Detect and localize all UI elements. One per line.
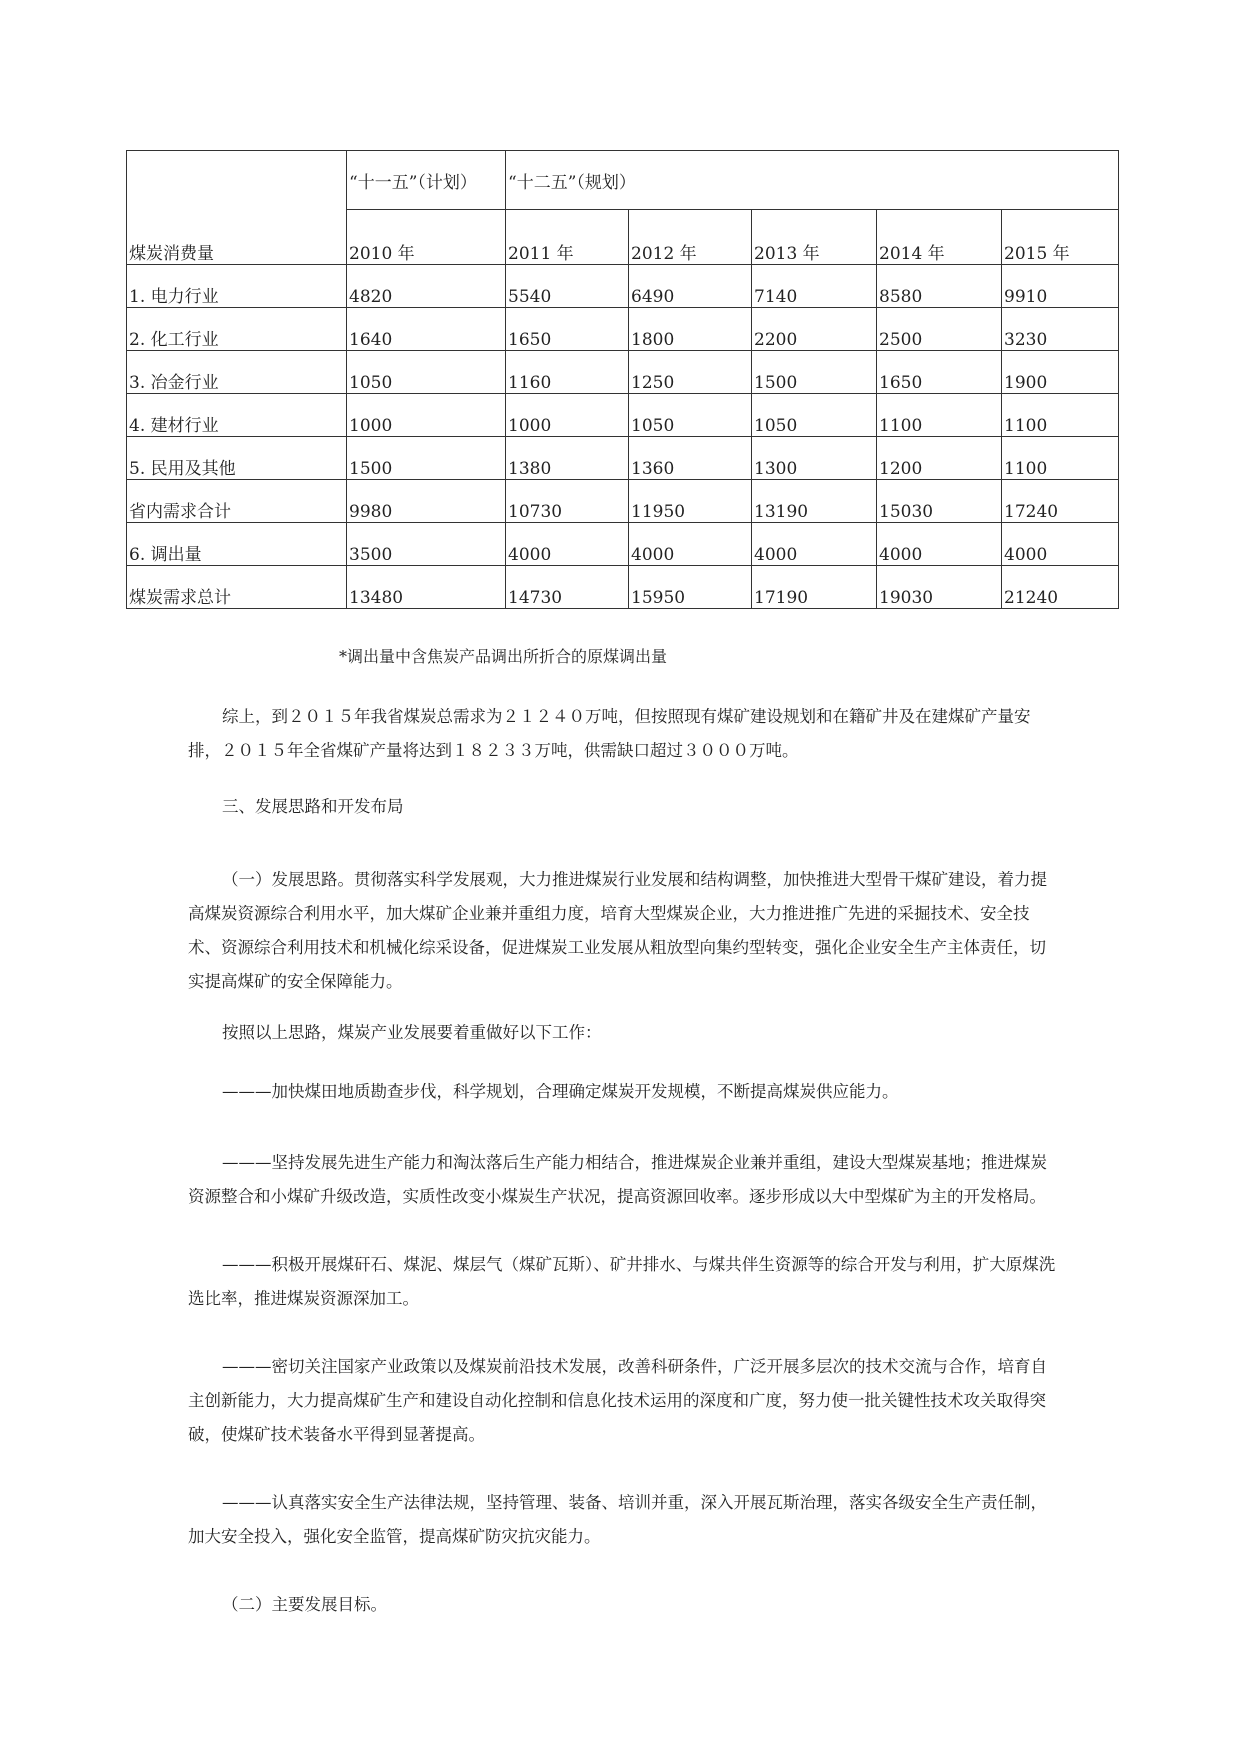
value-cell: 19030	[877, 566, 1002, 609]
year-cell: 2012 年	[629, 210, 752, 265]
table-row	[127, 394, 1119, 437]
value-cell: 1300	[752, 437, 877, 480]
value-cell: 9980	[347, 480, 506, 523]
value-cell: 15030	[877, 480, 1002, 523]
year-cell: 2014 年	[877, 210, 1002, 265]
value-cell: 15950	[629, 566, 752, 609]
task-item-2: ———坚持发展先进生产能力和淘汰落后生产能力相结合，推进煤炭企业兼并重组，建设大型煤炭基地；推进煤炭资源整合和小煤矿升级改造，实质性改变小煤炭生产状况，提高资源回收率。逐步形成以大中型煤矿为主的开发格局。	[188, 1153, 1047, 1206]
table-row	[127, 480, 1119, 523]
value-cell: 1050	[347, 351, 506, 394]
value-cell: 1800	[629, 308, 752, 351]
value-cell: 1050	[629, 394, 752, 437]
value-cell: 1100	[1002, 394, 1119, 437]
row-header-cell: 煤炭消费量	[127, 151, 347, 265]
table-row	[127, 308, 1119, 351]
value-cell: 13190	[752, 480, 877, 523]
row-label: 1. 电力行业	[127, 265, 347, 308]
value-cell: 21240	[1002, 566, 1119, 609]
row-label: 煤炭需求总计	[127, 566, 347, 609]
value-cell: 1250	[629, 351, 752, 394]
year-cell: 2010 年	[347, 210, 506, 265]
value-cell: 1050	[752, 394, 877, 437]
task-item-4: ———密切关注国家产业政策以及煤炭前沿技术发展，改善科研条件，广泛开展多层次的技术交流与合作，培育自主创新能力，大力提高煤矿生产和建设自动化控制和信息化技术运用的深度和广度，努力使一批关键性技术攻关取得突破，使煤矿技术装备水平得到显著提高。	[188, 1357, 1047, 1444]
value-cell: 7140	[752, 265, 877, 308]
table-header-row	[127, 151, 1119, 210]
value-cell: 6490	[629, 265, 752, 308]
value-cell: 2500	[877, 308, 1002, 351]
year-cell: 2015 年	[1002, 210, 1119, 265]
table-note: *调出量中含焦炭产品调出所折合的原煤调出量	[339, 647, 668, 666]
value-cell: 1380	[506, 437, 629, 480]
value-cell: 4000	[1002, 523, 1119, 566]
task-item-3: ———积极开展煤矸石、煤泥、煤层气（煤矿瓦斯）、矿井排水、与煤共伴生资源等的综合开发与利用，扩大原煤洗选比率，推进煤炭资源深加工。	[188, 1255, 1056, 1308]
value-cell: 1100	[877, 394, 1002, 437]
goals-heading: （二）主要发展目标。	[222, 1595, 387, 1614]
value-cell: 10730	[506, 480, 629, 523]
value-cell: 3500	[347, 523, 506, 566]
value-cell: 17190	[752, 566, 877, 609]
value-cell: 1160	[506, 351, 629, 394]
plan-12-header: “十二五”（规划）	[506, 151, 1119, 210]
value-cell: 4000	[506, 523, 629, 566]
plan-11-header: “十一五”（计划）	[347, 151, 506, 210]
value-cell: 9910	[1002, 265, 1119, 308]
row-label: 省内需求合计	[127, 480, 347, 523]
value-cell: 2200	[752, 308, 877, 351]
row-label: 5. 民用及其他	[127, 437, 347, 480]
value-cell: 4820	[347, 265, 506, 308]
summary-paragraph: 综上，到２０１５年我省煤炭总需求为２１２４０万吨，但按照现有煤矿建设规划和在籍矿井及在建煤矿产量安排，２０１５年全省煤矿产量将达到１８２３３万吨，供需缺口超过３０００万吨。	[188, 707, 1031, 760]
value-cell: 4000	[629, 523, 752, 566]
value-cell: 4000	[752, 523, 877, 566]
value-cell: 1000	[506, 394, 629, 437]
value-cell: 5540	[506, 265, 629, 308]
value-cell: 1360	[629, 437, 752, 480]
task-item-5: ———认真落实安全生产法律法规，坚持管理、装备、培训并重，深入开展瓦斯治理，落实各级安全生产责任制，加大安全投入，强化安全监管，提高煤矿防灾抗灾能力。	[188, 1493, 1047, 1546]
year-cell: 2011 年	[506, 210, 629, 265]
table-row	[127, 351, 1119, 394]
row-label: 2. 化工行业	[127, 308, 347, 351]
value-cell: 1500	[347, 437, 506, 480]
value-cell: 11950	[629, 480, 752, 523]
value-cell: 1500	[752, 351, 877, 394]
value-cell: 1640	[347, 308, 506, 351]
table-row	[127, 437, 1119, 480]
value-cell: 1900	[1002, 351, 1119, 394]
value-cell: 4000	[877, 523, 1002, 566]
row-label: 6. 调出量	[127, 523, 347, 566]
table-row	[127, 566, 1119, 609]
value-cell: 13480	[347, 566, 506, 609]
value-cell: 1200	[877, 437, 1002, 480]
value-cell: 1650	[877, 351, 1002, 394]
year-cell: 2013 年	[752, 210, 877, 265]
row-label: 3. 冶金行业	[127, 351, 347, 394]
table-row	[127, 523, 1119, 566]
section-heading: 三、发展思路和开发布局	[222, 797, 404, 816]
development-idea-paragraph: （一）发展思路。贯彻落实科学发展观，大力推进煤炭行业发展和结构调整，加快推进大型骨干煤矿建设，着力提高煤炭资源综合利用水平，加大煤矿企业兼并重组力度，培育大型煤炭企业，大力推进推广先进的采掘技术、安全技术、资源综合利用技术和机械化综采设备，促进煤炭工业发展从粗放型向集约型转变，强化企业安全生产主体责任，切实提高煤矿的安全保障能力。	[188, 870, 1047, 991]
table-row	[127, 265, 1119, 308]
row-label: 4. 建材行业	[127, 394, 347, 437]
value-cell: 1100	[1002, 437, 1119, 480]
value-cell: 3230	[1002, 308, 1119, 351]
work-intro-paragraph: 按照以上思路，煤炭产业发展要着重做好以下工作：	[222, 1023, 602, 1042]
coal-consumption-table	[126, 150, 1119, 609]
value-cell: 1000	[347, 394, 506, 437]
value-cell: 14730	[506, 566, 629, 609]
task-item-1: ———加快煤田地质勘查步伐，科学规划，合理确定煤炭开发规模，不断提高煤炭供应能力。	[222, 1082, 899, 1101]
value-cell: 17240	[1002, 480, 1119, 523]
value-cell: 8580	[877, 265, 1002, 308]
value-cell: 1650	[506, 308, 629, 351]
